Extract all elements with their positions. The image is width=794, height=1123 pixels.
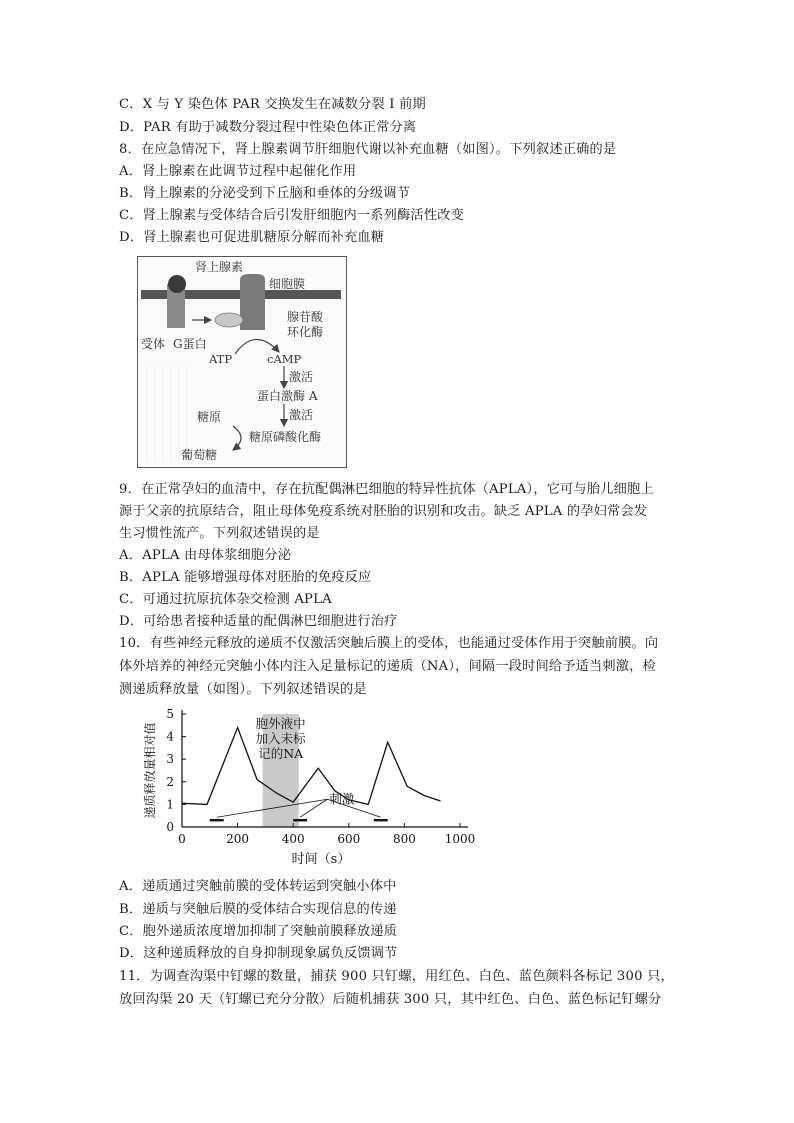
adenylate-cyclase-shape: [240, 274, 265, 330]
label-glycogen: 糖原: [197, 410, 222, 424]
label-camp: cAMP: [267, 352, 302, 366]
q8-signaling-diagram: [137, 256, 347, 468]
y-tick-label: 5: [166, 707, 174, 721]
label-activate-2: 激活: [289, 408, 314, 422]
q9-option-c: C．可通过抗原抗体杂交检测 APLA: [119, 592, 332, 607]
x-tick-label: 600: [337, 832, 361, 846]
x-tick-label: 0: [178, 832, 186, 846]
g-protein-shape: [215, 313, 243, 327]
q9-stem-line2: 源于父亲的抗原结合，阻止母体免疫系统对胚胎的识别和攻击。缺乏 APLA 的孕妇常会发: [119, 504, 648, 519]
q8-option-a: A．肾上腺素在此调节过程中起催化作用: [119, 164, 357, 179]
q8-option-d: D．肾上腺素也可促进肌糖原分解而补充血糖: [119, 230, 385, 245]
q9-option-b: B．APLA 能够增强母体对胚胎的免疫反应: [119, 570, 372, 585]
y-tick-label: 3: [166, 752, 174, 767]
label-cyclase-line1: 腺苷酸: [287, 310, 324, 324]
q10-option-c: C．胞外递质浓度增加抑制了突触前膜释放递质: [119, 924, 398, 939]
series-line: [182, 728, 441, 805]
x-tick-label: 800: [392, 832, 416, 846]
label-epinephrine: 肾上腺素: [195, 260, 244, 274]
q10-stem-line1: 10．有些神经元释放的递质不仅激活突触后膜上的受体，也能通过受体作用于突触前膜。向: [119, 636, 659, 651]
y-axis-label: 递质释放量相对值: [143, 722, 157, 819]
chart-axes: [182, 710, 468, 827]
label-phosphorylase: 糖原磷酸化酶: [249, 430, 322, 444]
q10-stem-line2: 体外培养的神经元突触小体内注入足量标记的递质（NA），间隔一段时间给予适当刺激，检: [119, 659, 656, 674]
q9-stem-line1: 9．在正常孕妇的血清中，存在抗配偶淋巴细胞的特异性抗体（APLA），它可与胎儿细胞上: [119, 482, 654, 497]
chart-svg: [140, 700, 490, 870]
q11-stem-line1: 11．为调查沟渠中钉螺的数量，捕获 900 只钉螺，用红色、白色、蓝色颜料各标记 300 只，: [119, 969, 674, 984]
y-tick-label: 1: [166, 797, 174, 812]
x-axis-label: 时间（s）: [291, 852, 351, 867]
shaded-label-line1: 胞外液中: [255, 716, 306, 731]
shaded-label-line3: 记的NA: [258, 746, 304, 761]
shaded-label-line2: 加入未标: [255, 731, 306, 746]
x-tick-label: 200: [226, 832, 250, 846]
y-tick-label: 2: [166, 774, 174, 789]
label-cyclase-line2: 环化酶: [287, 325, 324, 339]
q8-stem: 8．在应急情况下，肾上腺素调节肝细胞代谢以补充血糖（如图）。下列叙述正确的是: [119, 142, 617, 157]
stimulus-leader: [300, 799, 327, 817]
label-receptor: 受体: [141, 337, 166, 351]
label-activate-1: 激活: [289, 370, 314, 384]
stimulus-label: 刺激: [329, 791, 355, 807]
q9-option-a: A．APLA 由母体浆细胞分泌: [119, 548, 292, 563]
label-pka: 蛋白激酶 A: [257, 389, 318, 403]
y-tick-label: 4: [166, 729, 174, 744]
q7-option-d: D．PAR 有助于减数分裂过程中性染色体正常分离: [119, 120, 417, 135]
q8-option-c: C．肾上腺素与受体结合后引发肝细胞内一系列酶活性改变: [119, 208, 464, 223]
diagram-svg: [137, 256, 347, 468]
q11-stem-line2: 放回沟渠 20 天（钉螺已充分分散）后随机捕获 300 只，其中红色、白色、蓝色标记钉螺分: [119, 992, 662, 1007]
label-glucose: 葡萄糖: [181, 448, 218, 462]
y-tick-label: 0: [166, 820, 174, 834]
q10-option-d: D．这种递质释放的自身抑制现象属负反馈调节: [119, 946, 398, 961]
x-tick-label: 1000: [444, 832, 476, 846]
epinephrine-molecule: [168, 275, 186, 293]
label-membrane: 细胞膜: [269, 277, 306, 291]
q10-stem-line3: 测递质释放量（如图）。下列叙述错误的是: [119, 682, 367, 697]
x-tick-label: 400: [281, 832, 305, 846]
q9-option-d: D．可给患者接种适量的配偶淋巴细胞进行治疗: [119, 614, 398, 629]
q10-option-b: B．递质与突触后膜的受体结合实现信息的传递: [119, 902, 397, 917]
q9-stem-line3: 生习惯性流产。下列叙述错误的是: [119, 526, 320, 541]
q7-option-c: C．X 与 Y 染色体 PAR 交换发生在减数分裂 I 前期: [119, 97, 426, 112]
q8-option-b: B．肾上腺素的分泌受到下丘脑和垂体的分级调节: [119, 186, 411, 201]
q10-option-a: A．递质通过突触前膜的受体转运到突触小体中: [119, 879, 397, 894]
label-atp: ATP: [209, 352, 233, 366]
chart-ticks: [166, 707, 475, 846]
label-gprotein: G蛋白: [173, 337, 207, 351]
q10-release-chart: [140, 700, 490, 870]
